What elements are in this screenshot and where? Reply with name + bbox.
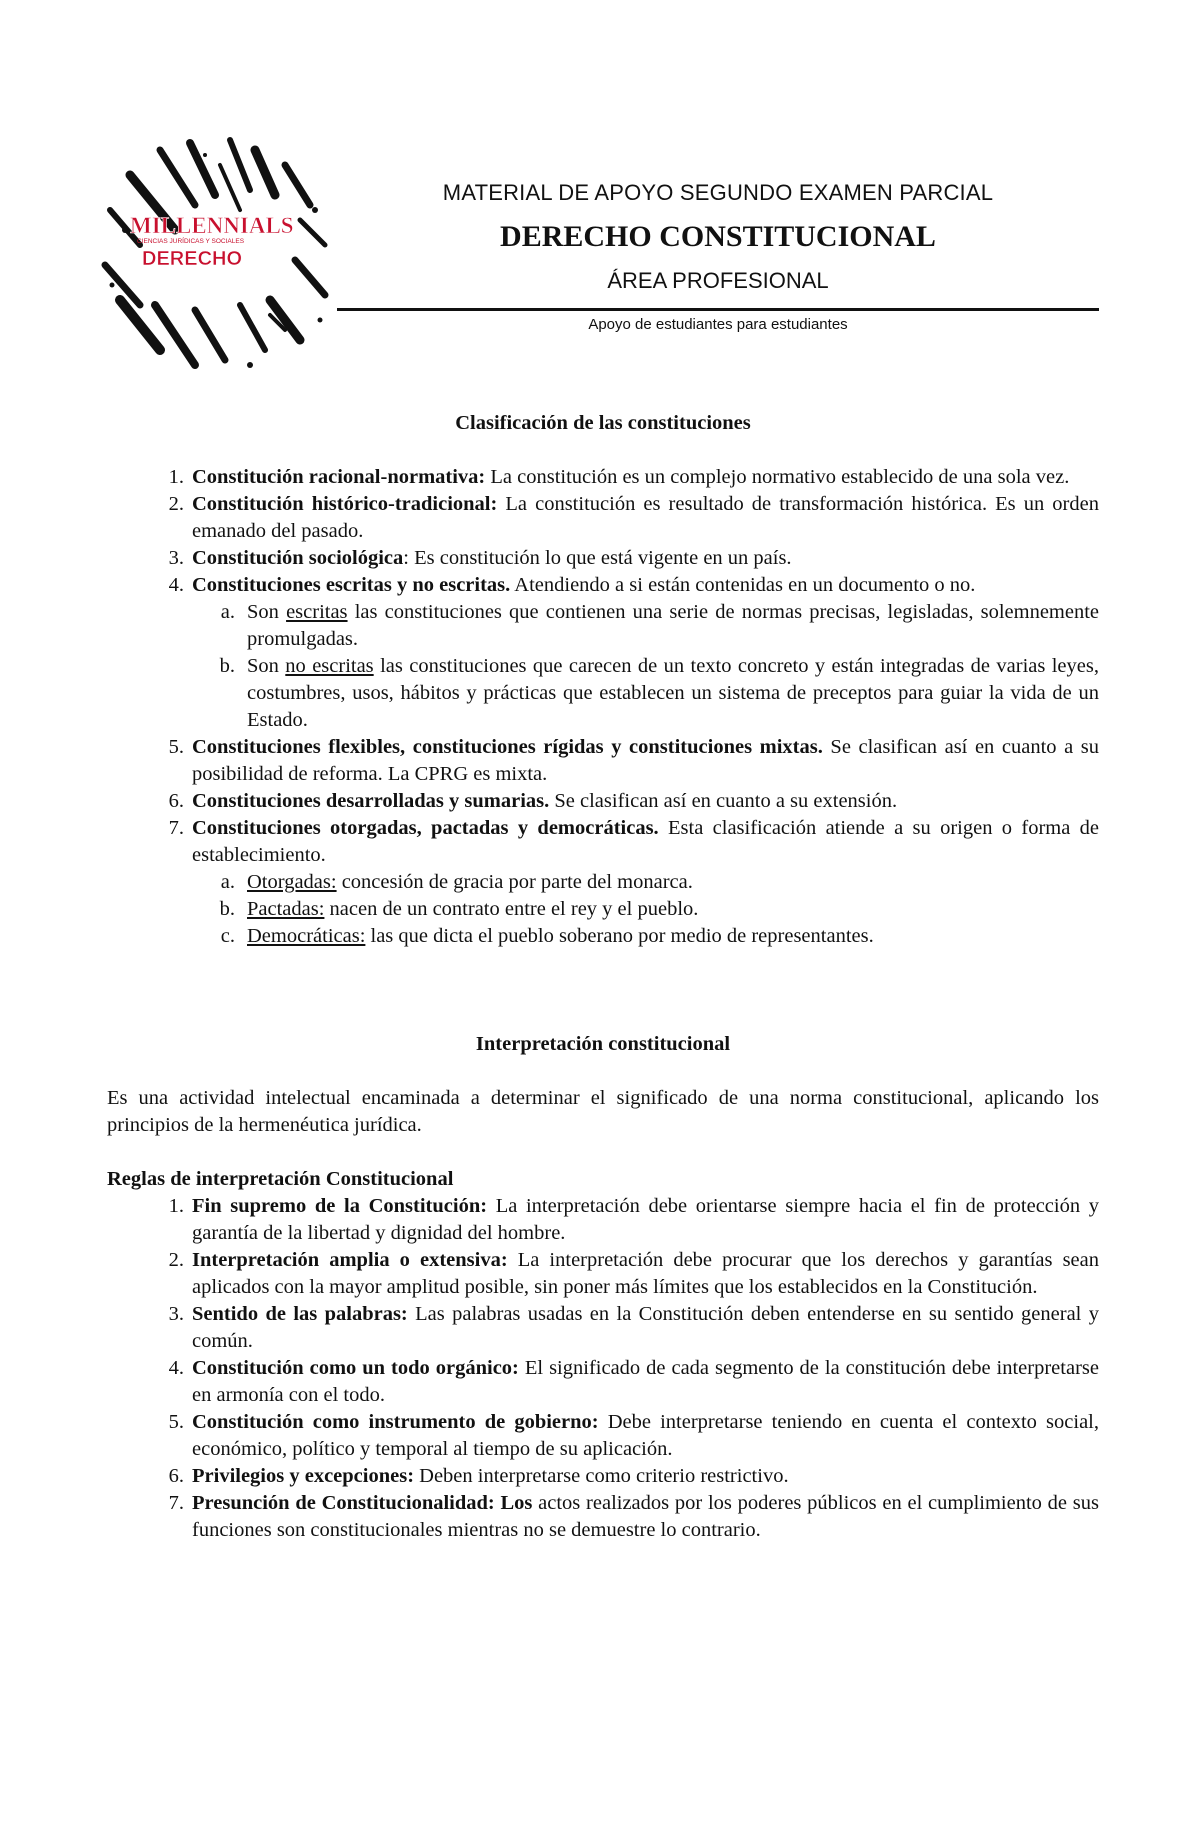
sub-item-term: Pactadas: xyxy=(247,898,325,920)
item-text: Debe interpretarse teniendo en cuenta el contexto social, económico, político y temporal al tiempo de su aplicación. xyxy=(192,1411,1099,1460)
list-item xyxy=(107,491,1099,545)
item-text: : Es constitución lo que está vigente en un país. xyxy=(403,547,792,569)
sub-item-prefix: Son xyxy=(247,601,287,623)
list-item xyxy=(107,1247,1099,1301)
item-text: Se clasifican así en cuanto a su extensión. xyxy=(549,790,898,812)
sub-item-letter: b. xyxy=(219,898,235,920)
section-title-clasificacion: Clasificación de las constituciones xyxy=(455,412,751,434)
item-number: 2. xyxy=(168,1249,184,1271)
rules-list xyxy=(107,1193,1099,1544)
item-term: Constitución como un todo orgánico: xyxy=(192,1357,519,1379)
item-text: La interpretación debe procurar que los derechos y garantías sean aplicados con la mayor amplitud posible, sin poner más límites que los establecidos en la Constitución. xyxy=(192,1249,1099,1298)
item-text: La constitución es resultado de transformación histórica. Es un orden emanado del pasado. xyxy=(192,493,1099,542)
item-term: Fin supremo de la Constitución: xyxy=(192,1195,488,1217)
list-item xyxy=(107,1490,1099,1544)
sub-list-item xyxy=(107,923,1099,950)
list-item xyxy=(107,815,1099,869)
logo-line2: CIENCIAS JURÍDICAS Y SOCIALES xyxy=(137,238,245,245)
item-term: Constituciones flexibles, constituciones rígidas y constituciones mixtas. xyxy=(192,736,823,758)
item-number: 2. xyxy=(168,493,184,515)
list-item xyxy=(107,1463,1099,1490)
sub-item-letter: a. xyxy=(220,601,235,623)
item-text: Las palabras usadas en la Constitución deben entenderse en su sentido general y común. xyxy=(192,1303,1099,1352)
list-item xyxy=(107,1409,1099,1463)
header-tagline: Apoyo de estudiantes para estudiantes xyxy=(588,316,848,333)
logo-line3: DERECHO xyxy=(142,248,243,270)
rules-heading-text: Reglas de interpretación Constitucional xyxy=(107,1168,454,1190)
item-number: 6. xyxy=(168,790,184,812)
item-number: 1. xyxy=(168,1195,184,1217)
item-term: Constitución histórico-tradicional: xyxy=(192,493,498,515)
section-intro: Es una actividad intelectual encaminada a determinar el significado de una norma constitucional, aplicando los principios de la hermenéutica jurídica. xyxy=(107,1087,1099,1136)
sub-item-prefix: Son xyxy=(247,655,286,677)
millennials-derecho-logo xyxy=(100,135,330,375)
item-number: 1. xyxy=(168,466,184,488)
sub-item-letter: c. xyxy=(220,925,235,947)
sub-item-text: las constituciones que carecen de un texto concreto y están integradas de varias leyes, costumbres, usos, hábitos y prácticas que establecen un sistema de preceptos para guiar la vida de un Estado. xyxy=(247,655,1099,731)
item-number: 5. xyxy=(168,1411,184,1433)
document-body xyxy=(107,410,1099,1544)
item-text: actos realizados por los poderes públicos en el cumplimiento de sus funciones son constitucionales mientras no se demuestre lo contrario. xyxy=(192,1492,1099,1541)
list-item xyxy=(107,572,1099,599)
item-number: 7. xyxy=(168,817,184,839)
item-term: Sentido de las palabras: xyxy=(192,1303,408,1325)
item-number: 4. xyxy=(168,1357,184,1379)
header-area: ÁREA PROFESIONAL xyxy=(607,268,829,293)
document-header xyxy=(337,180,1099,333)
sub-item-text: las constituciones que contienen una serie de normas precisas, legisladas, solemnemente promulgadas. xyxy=(247,601,1100,650)
item-term: Constituciones desarrolladas y sumarias. xyxy=(192,790,550,812)
sub-item-term: escritas xyxy=(286,601,348,623)
sub-list-item xyxy=(107,599,1099,653)
item-text: Esta clasificación atiende a su origen o forma de establecimiento. xyxy=(192,817,1100,866)
item-term: Constitución sociológica xyxy=(192,547,404,569)
item-text: El significado de cada segmento de la constitución debe interpretarse en armonía con el todo. xyxy=(192,1357,1099,1406)
list-item xyxy=(107,545,1099,572)
rules-heading xyxy=(107,1166,1099,1193)
item-number: 6. xyxy=(168,1465,184,1487)
sub-item-text: nacen de un contrato entre el rey y el pueblo. xyxy=(324,898,699,920)
item-number: 5. xyxy=(168,736,184,758)
item-text: Se clasifican así en cuanto a su posibilidad de reforma. La CPRG es mixta. xyxy=(192,736,1099,785)
logo-line1: MILLENNIALS xyxy=(130,213,294,238)
sub-item-term: Otorgadas: xyxy=(247,871,337,893)
sub-list-item xyxy=(107,869,1099,896)
header-divider xyxy=(337,308,1099,311)
item-text: Atendiendo a si están contenidas en un documento o no. xyxy=(510,574,976,596)
classification-list xyxy=(107,464,1099,950)
list-item xyxy=(107,1355,1099,1409)
document-title: DERECHO CONSTITUCIONAL xyxy=(500,220,936,253)
item-term: Constitución como instrumento de gobierno: xyxy=(192,1411,599,1433)
sub-item-term: no escritas xyxy=(285,655,374,677)
item-number: 7. xyxy=(168,1492,184,1514)
item-text: La constitución es un complejo normativo establecido de una sola vez. xyxy=(485,466,1070,488)
item-term: Constitución racional-normativa: xyxy=(192,466,486,488)
item-term: Interpretación amplia o extensiva: xyxy=(192,1249,508,1271)
section-title-interpretacion: Interpretación constitucional xyxy=(475,1033,731,1055)
sub-item-text: concesión de gracia por parte del monarca. xyxy=(336,871,693,893)
list-item xyxy=(107,1301,1099,1355)
sub-item-term: Democráticas: xyxy=(247,925,366,947)
sub-item-letter: a. xyxy=(220,871,235,893)
item-term: Presunción de Constitucionalidad: Los xyxy=(192,1492,533,1514)
list-item xyxy=(107,1193,1099,1247)
item-text: Deben interpretarse como criterio restrictivo. xyxy=(414,1465,789,1487)
item-text: La interpretación debe orientarse siempre hacia el fin de protección y garantía de la libertad y dignidad del hombre. xyxy=(192,1195,1099,1244)
item-term: Constituciones otorgadas, pactadas y democráticas. xyxy=(192,817,659,839)
header-line1: MATERIAL DE APOYO SEGUNDO EXAMEN PARCIAL xyxy=(442,180,994,205)
list-item xyxy=(107,734,1099,788)
item-number: 3. xyxy=(168,1303,184,1325)
sub-list-item xyxy=(107,653,1099,734)
sub-item-letter: b. xyxy=(219,655,235,677)
item-term: Constituciones escritas y no escritas. xyxy=(192,574,511,596)
list-item xyxy=(107,464,1099,491)
item-number: 4. xyxy=(168,574,184,596)
item-number: 3. xyxy=(168,547,184,569)
sub-list-item xyxy=(107,896,1099,923)
sub-item-text: las que dicta el pueblo soberano por medio de representantes. xyxy=(365,925,874,947)
list-item xyxy=(107,788,1099,815)
item-term: Privilegios y excepciones: xyxy=(192,1465,415,1487)
